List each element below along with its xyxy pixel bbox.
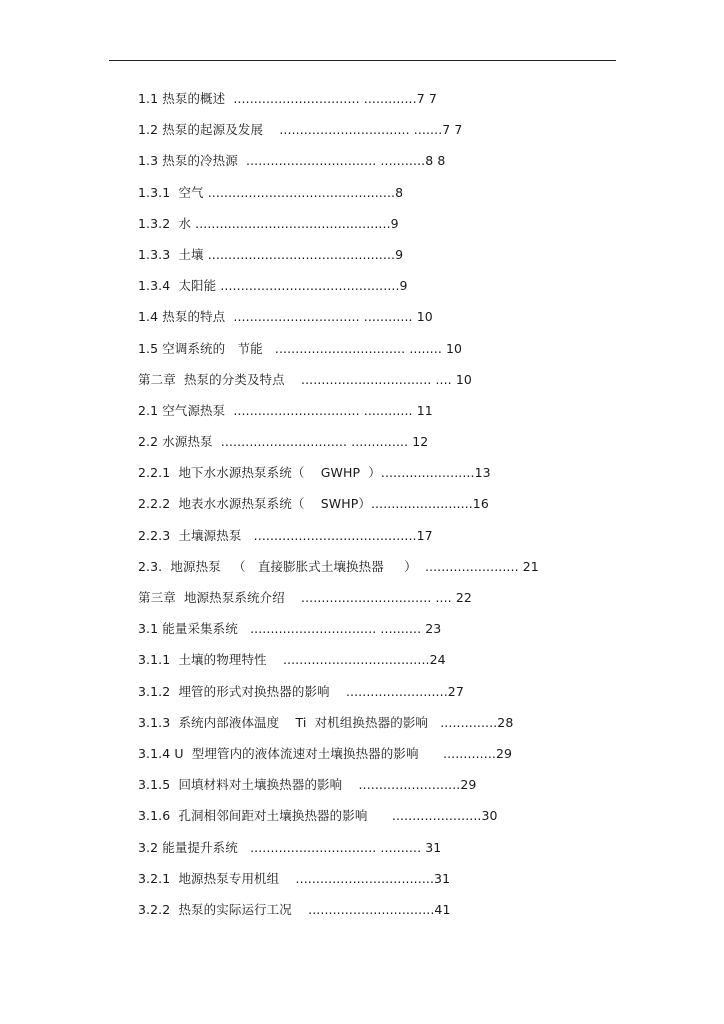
toc-entry-2-2-1[interactable]: 2.2.1 地下水水源热泵系统（ GWHP ）.......................13	[138, 465, 491, 481]
toc-entry-1-3-1[interactable]: 1.3.1 空气 ..............................................8	[138, 184, 404, 200]
toc-entry-3-1-2[interactable]: 3.1.2 埋管的形式对换热器的影响 .........................27	[138, 683, 464, 699]
toc-entry-1-4[interactable]: 1.4 热泵的特点 ............................... ............ 10	[138, 309, 433, 325]
toc-entry-3-2-2[interactable]: 3.2.2 热泵的实际运行工况 ...............................41	[138, 901, 451, 917]
toc-entry-2-3[interactable]: 2.3. 地源热泵 （ 直接膨胀式土壤换热器 ） ....................... 21	[138, 558, 539, 574]
toc-entry-chapter-2[interactable]: 第二章 热泵的分类及特点 ................................ .... 10	[138, 371, 472, 387]
toc-entry-1-3-4[interactable]: 1.3.4 太阳能 ............................................9	[138, 278, 408, 294]
toc-entry-3-2[interactable]: 3.2 能量提升系统 ............................... .......... 31	[138, 839, 442, 855]
toc-entry-3-2-1[interactable]: 3.2.1 地源热泵专用机组 ..................................31	[138, 870, 451, 886]
table-of-contents	[138, 89, 608, 931]
toc-entry-2-2-3[interactable]: 2.2.3 土壤源热泵 ........................................17	[138, 527, 433, 543]
toc-entry-1-5[interactable]: 1.5 空调系统的 节能 ................................ ........ 10	[138, 340, 463, 356]
toc-entry-3-1-3[interactable]: 3.1.3 系统内部液体温度 Ti 对机组换热器的影响 ..............28	[138, 714, 514, 730]
toc-entry-2-2-2[interactable]: 2.2.2 地表水水源热泵系统（ SWHP）.........................16	[138, 496, 489, 512]
toc-entry-1-2[interactable]: 1.2 热泵的起源及发展 ................................ .......7 7	[138, 122, 463, 138]
toc-entry-1-3[interactable]: 1.3 热泵的冷热源 ................................ ...........8 8	[138, 153, 446, 169]
header-rule	[109, 60, 616, 61]
toc-entry-3-1[interactable]: 3.1 能量采集系统 ............................... .......... 23	[138, 621, 442, 637]
toc-entry-1-1[interactable]: 1.1 热泵的概述 ............................... .............7 7	[138, 91, 437, 106]
toc-entry-chapter-3[interactable]: 第三章 地源热泵系统介绍 ................................ .... 22	[138, 590, 472, 605]
toc-entry-2-2[interactable]: 2.2 水源热泵 ............................... .............. 12	[138, 434, 429, 450]
toc-entry-3-1-4[interactable]: 3.1.4 U 型埋管内的液体流速对土壤换热器的影响 .............29	[138, 745, 513, 761]
toc-entry-1-3-2[interactable]: 1.3.2 水 ................................................9	[138, 215, 399, 231]
toc-entry-1-3-3[interactable]: 1.3.3 土壤 ..............................................9	[138, 246, 404, 262]
toc-entry-3-1-6[interactable]: 3.1.6 孔洞相邻间距对土壤换热器的影响 ......................30	[138, 808, 498, 824]
toc-entry-3-1-5[interactable]: 3.1.5 回填材料对土壤换热器的影响 .........................29	[138, 777, 477, 793]
toc-entry-2-1[interactable]: 2.1 空气源热泵 ............................... ............ 11	[138, 402, 433, 418]
toc-entry-3-1-1[interactable]: 3.1.1 土壤的物理特性 ....................................24	[138, 652, 446, 668]
